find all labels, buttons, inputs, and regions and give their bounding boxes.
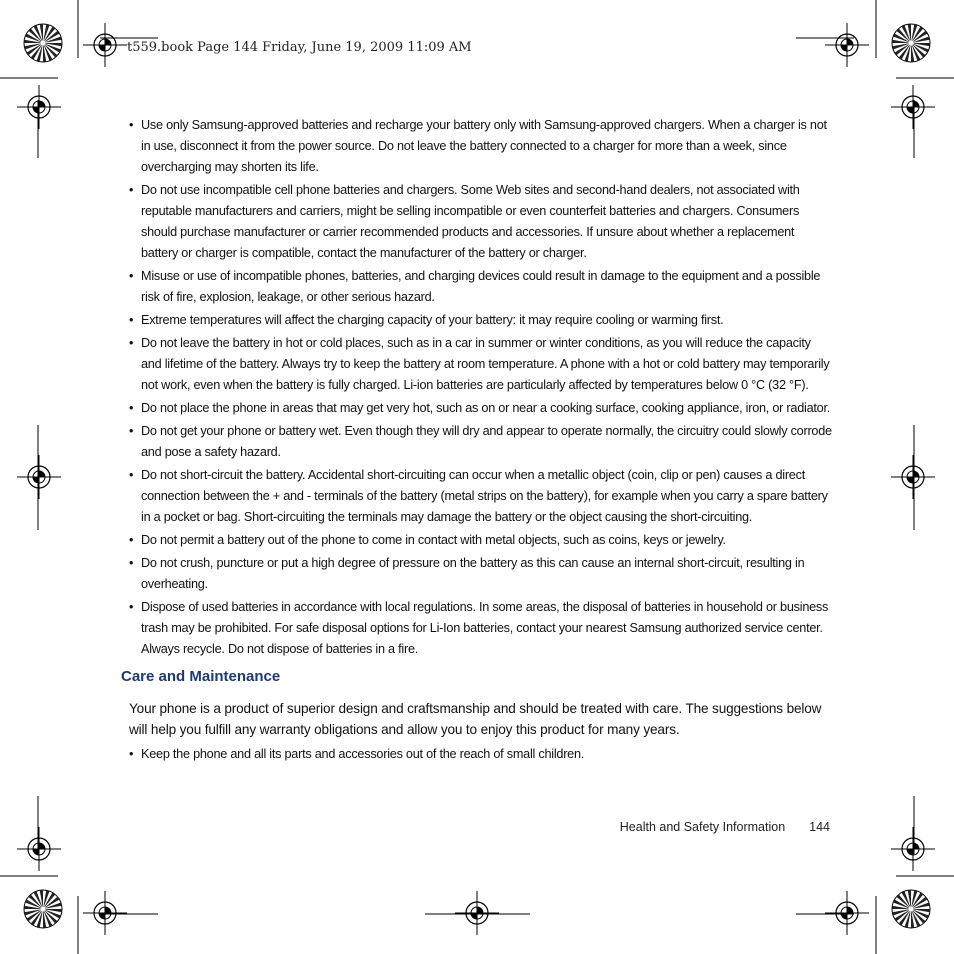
page-number: 144: [809, 820, 830, 834]
list-item: • Do not leave the battery in hot or cold places, such as in a car in summer or winter conditions, as you will reduce the capacity and lifetime of the battery. Always try to keep the battery at room temperature. A phone with a hot or cold battery may temporarily not work, even when the battery is fully charged. Li-ion batteries are particularly affected by temperatures below 0 °C (32 °F).: [127, 333, 832, 396]
print-header: t559.book Page 144 Friday, June 19, 2009 11:09 AM: [127, 40, 472, 55]
list-item: • Keep the phone and all its parts and accessories out of the reach of small children.: [127, 744, 832, 765]
footer-section-name: Health and Safety Information: [619, 820, 786, 834]
list-item: • Misuse or use of incompatible phones, batteries, and charging devices could result in damage to the equipment and a possible risk of fire, explosion, leakage, or other serious hazard.: [127, 266, 832, 308]
list-item: • Do not use incompatible cell phone batteries and chargers. Some Web sites and second-hand dealers, not associated with reputable manufacturers and carriers, might be selling incompatible or even counterfeit batteries and chargers. Consumers should purchase manufacturer or carrier recommended products and accessories. If unsure about whether a replacement battery or charger is compatible, contact the manufacturer of the battery or charger.: [127, 180, 832, 264]
list-item: • Do not short-circuit the battery. Accidental short-circuiting can occur when a metallic object (coin, clip or pen) causes a direct connection between the + and - terminals of the battery (metal strips on the battery), for example when you carry a spare battery in a pocket or bag. Short-circuiting the terminals may damage the battery or the object causing the short-circuiting.: [127, 465, 832, 528]
list-item: • Use only Samsung-approved batteries and recharge your battery only with Samsung-approved chargers. When a charger is not in use, disconnect it from the power source. Do not leave the battery connected to a charger for more than a week, since overcharging may shorten its life.: [127, 115, 832, 178]
list-item: • Do not permit a battery out of the phone to come in contact with metal objects, such as coins, keys or jewelry.: [127, 530, 832, 551]
section-intro: Your phone is a product of superior design and craftsmanship and should be treated with care. The suggestions below will help you fulfill any warranty obligations and allow you to enjoy this product for many years.: [129, 701, 822, 737]
section-heading: Care and Maintenance: [121, 668, 281, 685]
list-item: • Extreme temperatures will affect the charging capacity of your battery: it may require cooling or warming first.: [127, 310, 832, 331]
list-item: • Do not place the phone in areas that may get very hot, such as on or near a cooking surface, cooking appliance, iron, or radiator.: [127, 398, 832, 419]
list-item: • Do not crush, puncture or put a high degree of pressure on the battery as this can cause an internal short-circuit, resulting in overheating.: [127, 553, 832, 595]
list-item: • Do not get your phone or battery wet. Even though they will dry and appear to operate normally, the circuitry could slowly corrode and pose a safety hazard.: [127, 421, 832, 463]
list-item: • Dispose of used batteries in accordance with local regulations. In some areas, the disposal of batteries in household or business trash may be prohibited. For safe disposal options for Li-Ion batteries, contact your nearest Samsung authorized service center. Always recycle. Do not dispose of batteries in a fire.: [127, 597, 832, 660]
